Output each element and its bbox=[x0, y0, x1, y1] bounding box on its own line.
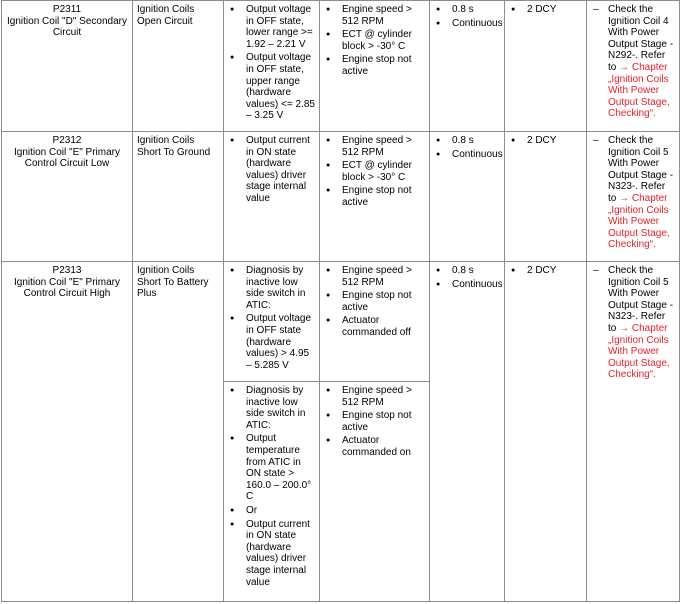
enable-list bbox=[324, 135, 425, 209]
list-item: ● Diagnosis by inactive low side switch in ATIC: bbox=[246, 265, 315, 311]
list-item: ● Actuator commanded on bbox=[342, 435, 425, 458]
dtc-description: Ignition Coil "E" Primary Control Circuit Low bbox=[13, 146, 121, 170]
dtc-table bbox=[1, 0, 680, 602]
action-cell bbox=[587, 262, 680, 602]
list-item: ● 0.8 s bbox=[452, 135, 500, 147]
list-item: ● Output current in ON state (hardware values) driver stage internal value bbox=[246, 519, 315, 589]
time-cell bbox=[430, 262, 505, 602]
error-type: Ignition Coils Short To Battery Plus bbox=[137, 265, 209, 300]
mil-cell bbox=[505, 1, 587, 132]
monitor-list bbox=[228, 4, 315, 122]
time-cell bbox=[430, 1, 505, 132]
action-list bbox=[591, 135, 675, 251]
action-cell bbox=[587, 1, 680, 132]
list-item: ● Output current in ON state (hardware values) driver stage internal value bbox=[246, 135, 315, 205]
monitor-cell bbox=[224, 382, 320, 602]
list-item: ● Continuous bbox=[452, 279, 500, 291]
list-item: ● ECT @ cylinder block > -30° C bbox=[342, 29, 425, 52]
error-type: Ignition Coils Open Circuit bbox=[137, 4, 195, 27]
list-item: ● Output voltage in OFF state, upper range (hardware values) <= 2.85 – 3.25 V bbox=[246, 52, 315, 122]
chapter-link[interactable]: → Chapter „Ignition Coils With Power Output Stage, Checking“. bbox=[608, 322, 670, 381]
enable-conditions-cell bbox=[320, 1, 430, 132]
list-item: ● Engine stop not active bbox=[342, 185, 425, 208]
list-item bbox=[608, 4, 675, 120]
error-type-cell bbox=[133, 262, 224, 602]
action-list bbox=[591, 265, 675, 381]
enable-list bbox=[324, 385, 425, 459]
monitor-cell bbox=[224, 262, 320, 382]
monitor-cell bbox=[224, 1, 320, 132]
table-row bbox=[2, 132, 680, 262]
list-item: ● Actuator commanded off bbox=[342, 315, 425, 338]
time-cell bbox=[430, 132, 505, 262]
dtc-code-cell bbox=[2, 262, 133, 602]
mil-cell bbox=[505, 132, 587, 262]
action-text: Check the Ignition Coil 5 With Power Output Stage -N323-. Refer to bbox=[608, 135, 674, 204]
list-item: ● 2 DCY bbox=[527, 4, 582, 16]
list-item bbox=[608, 135, 675, 251]
time-list bbox=[434, 4, 503, 29]
table-row bbox=[2, 262, 680, 382]
list-item: ● Continuous bbox=[452, 18, 500, 30]
list-item: ● Output voltage in OFF state (hardware values) > 4.95 – 5.285 V bbox=[246, 313, 315, 371]
list-item: ● 2 DCY bbox=[527, 135, 582, 147]
list-item: ● Engine speed > 512 RPM bbox=[342, 135, 425, 158]
list-item: ● Engine stop not active bbox=[342, 54, 425, 77]
dtc-description: Ignition Coil "E" Primary Control Circuit High bbox=[13, 276, 121, 300]
list-item: ● Diagnosis by inactive low side switch in ATIC: bbox=[246, 385, 315, 431]
mil-list bbox=[509, 4, 582, 16]
action-list bbox=[591, 4, 675, 120]
list-item: ● Continuous bbox=[452, 149, 500, 161]
list-item: ● Engine stop not active bbox=[342, 410, 425, 433]
action-text: Check the Ignition Coil 5 With Power Output Stage -N323-. Refer to bbox=[608, 265, 674, 334]
mil-list bbox=[509, 265, 582, 277]
monitor-list bbox=[228, 135, 315, 205]
time-list bbox=[434, 265, 503, 290]
list-item: ● Engine stop not active bbox=[342, 290, 425, 313]
dtc-code-cell bbox=[2, 1, 133, 132]
list-item: ● Output voltage in OFF state, lower range >= 1.92 – 2.21 V bbox=[246, 4, 315, 50]
list-item: ● 0.8 s bbox=[452, 4, 500, 16]
list-item: ● 2 DCY bbox=[527, 265, 582, 277]
monitor-cell bbox=[224, 132, 320, 262]
error-type: Ignition Coils Short To Ground bbox=[137, 135, 211, 158]
list-item: ● Output temperature from ATIC in ON state > 160.0 – 200.0° C bbox=[246, 433, 315, 503]
list-item: ● Engine speed > 512 RPM bbox=[342, 385, 425, 408]
dtc-code-cell bbox=[2, 132, 133, 262]
enable-conditions-cell bbox=[320, 132, 430, 262]
list-item: ● 0.8 s bbox=[452, 265, 500, 277]
enable-conditions-cell bbox=[320, 262, 430, 382]
dtc-code: P2311 bbox=[52, 4, 82, 15]
mil-cell bbox=[505, 262, 587, 602]
table-row bbox=[2, 1, 680, 132]
mil-list bbox=[509, 135, 582, 147]
action-text: Check the Ignition Coil 4 With Power Output Stage -N292-. Refer to bbox=[608, 4, 674, 73]
error-type-cell bbox=[133, 1, 224, 132]
time-list bbox=[434, 135, 503, 160]
list-item: ● ECT @ cylinder block > -30° C bbox=[342, 160, 425, 183]
list-item: ● Or bbox=[246, 505, 315, 517]
chapter-link[interactable]: → Chapter „Ignition Coils With Power Output Stage, Checking“. bbox=[608, 192, 670, 251]
action-cell bbox=[587, 132, 680, 262]
enable-list bbox=[324, 265, 425, 339]
monitor-list bbox=[228, 385, 315, 588]
error-type-cell bbox=[133, 132, 224, 262]
list-item: ● Engine speed > 512 RPM bbox=[342, 4, 425, 27]
dtc-description: Ignition Coil "D" Secondary Circuit bbox=[7, 15, 127, 39]
dtc-code: P2313 bbox=[52, 265, 82, 276]
list-item bbox=[608, 265, 675, 381]
enable-conditions-cell bbox=[320, 382, 430, 602]
list-item: ● Engine speed > 512 RPM bbox=[342, 265, 425, 288]
dtc-code: P2312 bbox=[52, 135, 82, 146]
enable-list bbox=[324, 4, 425, 78]
monitor-list bbox=[228, 265, 315, 371]
chapter-link[interactable]: → Chapter „Ignition Coils With Power Output Stage, Checking“. bbox=[608, 61, 670, 120]
